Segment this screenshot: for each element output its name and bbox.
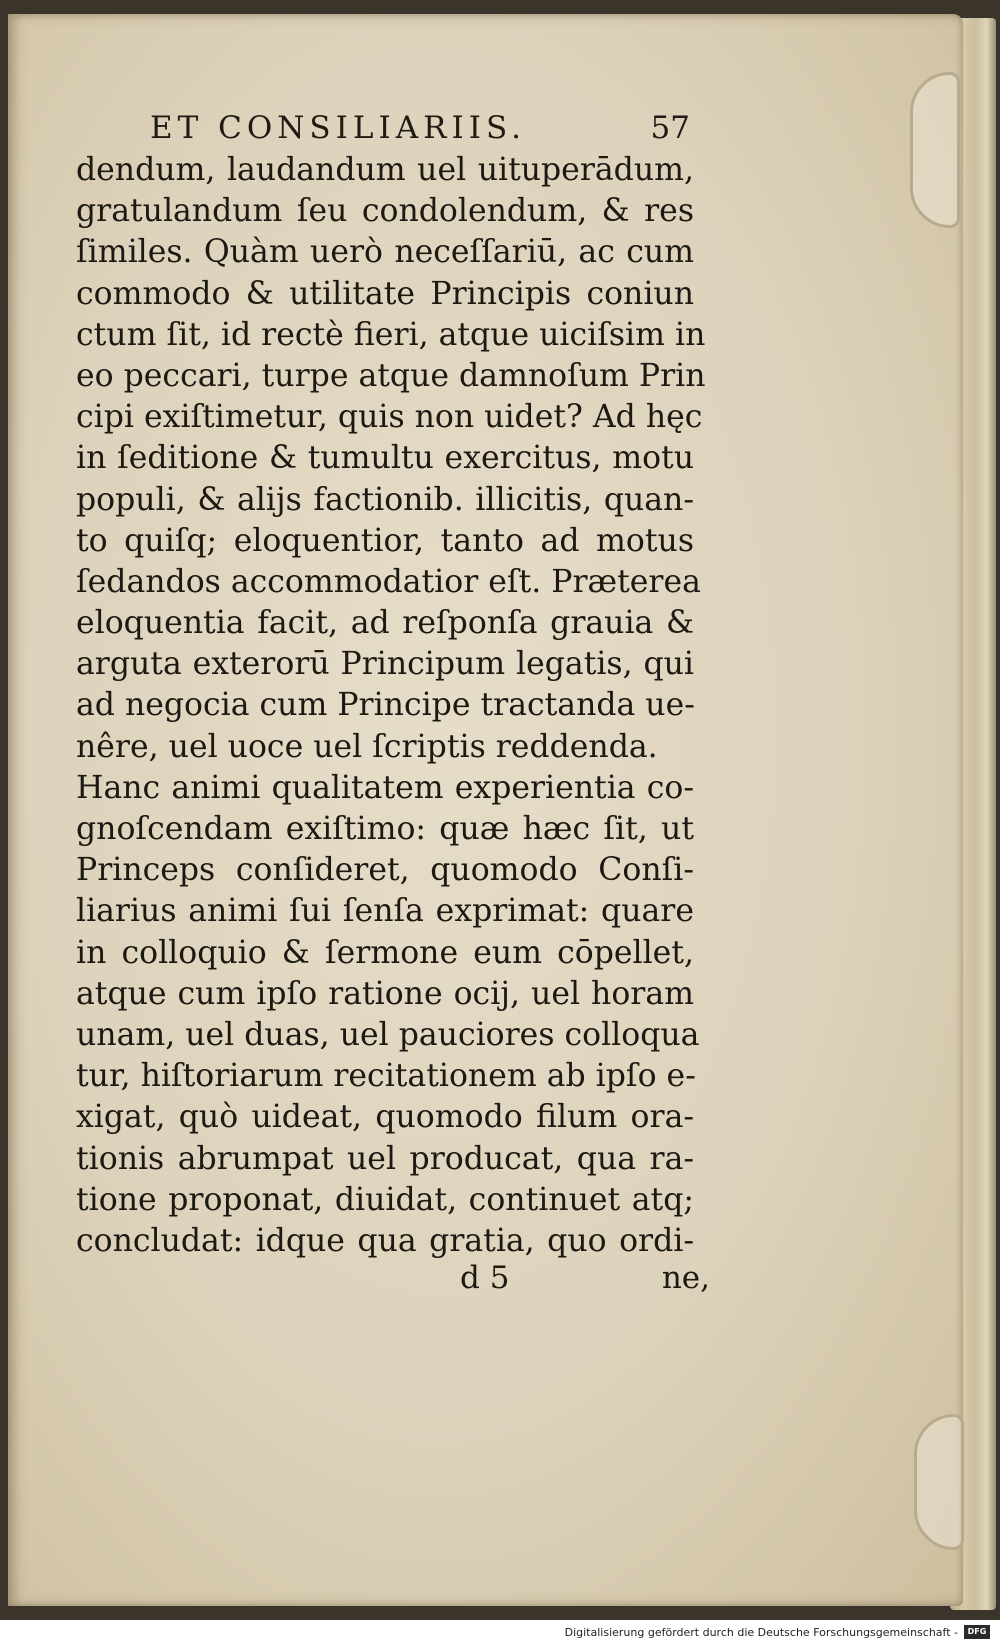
text-line: atque cum ipſo ratione ocij, uel horam	[76, 975, 694, 1012]
text-line: populi, & alijs factionib. illicitis, quan-	[76, 481, 694, 518]
text-line: gratulandum ſeu condolendum, & res	[76, 193, 694, 230]
text-line: dendum, laudandum uel uituperādum,	[76, 152, 694, 188]
text-line: nêre, uel uoce uel ſcriptis reddenda.	[76, 728, 658, 765]
text-line: cipi exiſtimetur, quis non uidet? Ad hęc	[76, 399, 703, 436]
running-title: ET CONSILIARIIS.	[150, 110, 526, 146]
text-line: in colloquio & ſermone eum cōpellet,	[76, 934, 694, 971]
text-line: xigat, quò uideat, quomodo filum ora-	[76, 1099, 694, 1136]
dfg-credit-text: Digitalisierung gefördert durch die Deutsche Forschungsgemeinschaft -	[564, 1626, 958, 1639]
text-line: tur, hiſtoriarum recitationem ab ipſo e-	[76, 1058, 696, 1095]
text-line: tionis abrumpat uel producat, qua ra-	[76, 1140, 694, 1177]
page-footer-marks	[460, 1260, 710, 1300]
text-line: gnoſcendam exiſtimo: quæ hæc ſit, ut	[76, 811, 694, 847]
text-line: ad negocia cum Principe tractanda ue-	[76, 687, 695, 724]
text-line: concludat: idque qua gratia, quo ordi-	[76, 1222, 694, 1259]
text-line: Princeps conſideret, quomodo Conſi-	[76, 852, 694, 889]
text-line: unam, uel duas, uel pauciores colloqua	[76, 1016, 700, 1053]
catchword: ne,	[661, 1260, 710, 1296]
text-line: in ſeditione & tumultu exercitus, motu	[76, 440, 694, 477]
body-text	[76, 150, 706, 1262]
text-line: commodo & utilitate Principis coniun	[76, 275, 694, 312]
page-clip-bottom	[914, 1414, 964, 1550]
text-line: eloquentia facit, ad reſponſa grauia &	[76, 605, 694, 642]
page-number: 57	[650, 110, 690, 146]
text-line: ſedandos accommodatior eſt. Præterea	[76, 563, 701, 600]
text-line: tione proponat, diuidat, continuet atq;	[76, 1181, 694, 1218]
running-header	[150, 110, 690, 154]
text-line: liarius animi ſui ſenſa exprimat: quare	[76, 893, 694, 930]
digitization-footer	[0, 1620, 1000, 1646]
dfg-logo: DFG	[964, 1625, 990, 1639]
text-line: ſimiles. Quàm uerò neceſſariū, ac cum	[76, 234, 694, 271]
text-line: to quiſq; eloquentior, tanto ad motus	[76, 522, 694, 559]
text-line: eo peccari, turpe atque damnoſum Prin	[76, 357, 706, 394]
text-line: ctum ſit, id rectè fieri, atque uiciſsim in	[76, 316, 706, 353]
text-line: arguta exterorū Principum legatis, qui	[76, 646, 694, 683]
page-clip-top	[910, 72, 960, 228]
signature-mark: d 5	[460, 1260, 510, 1296]
text-line: Hanc animi qualitatem experientia co-	[76, 769, 694, 806]
